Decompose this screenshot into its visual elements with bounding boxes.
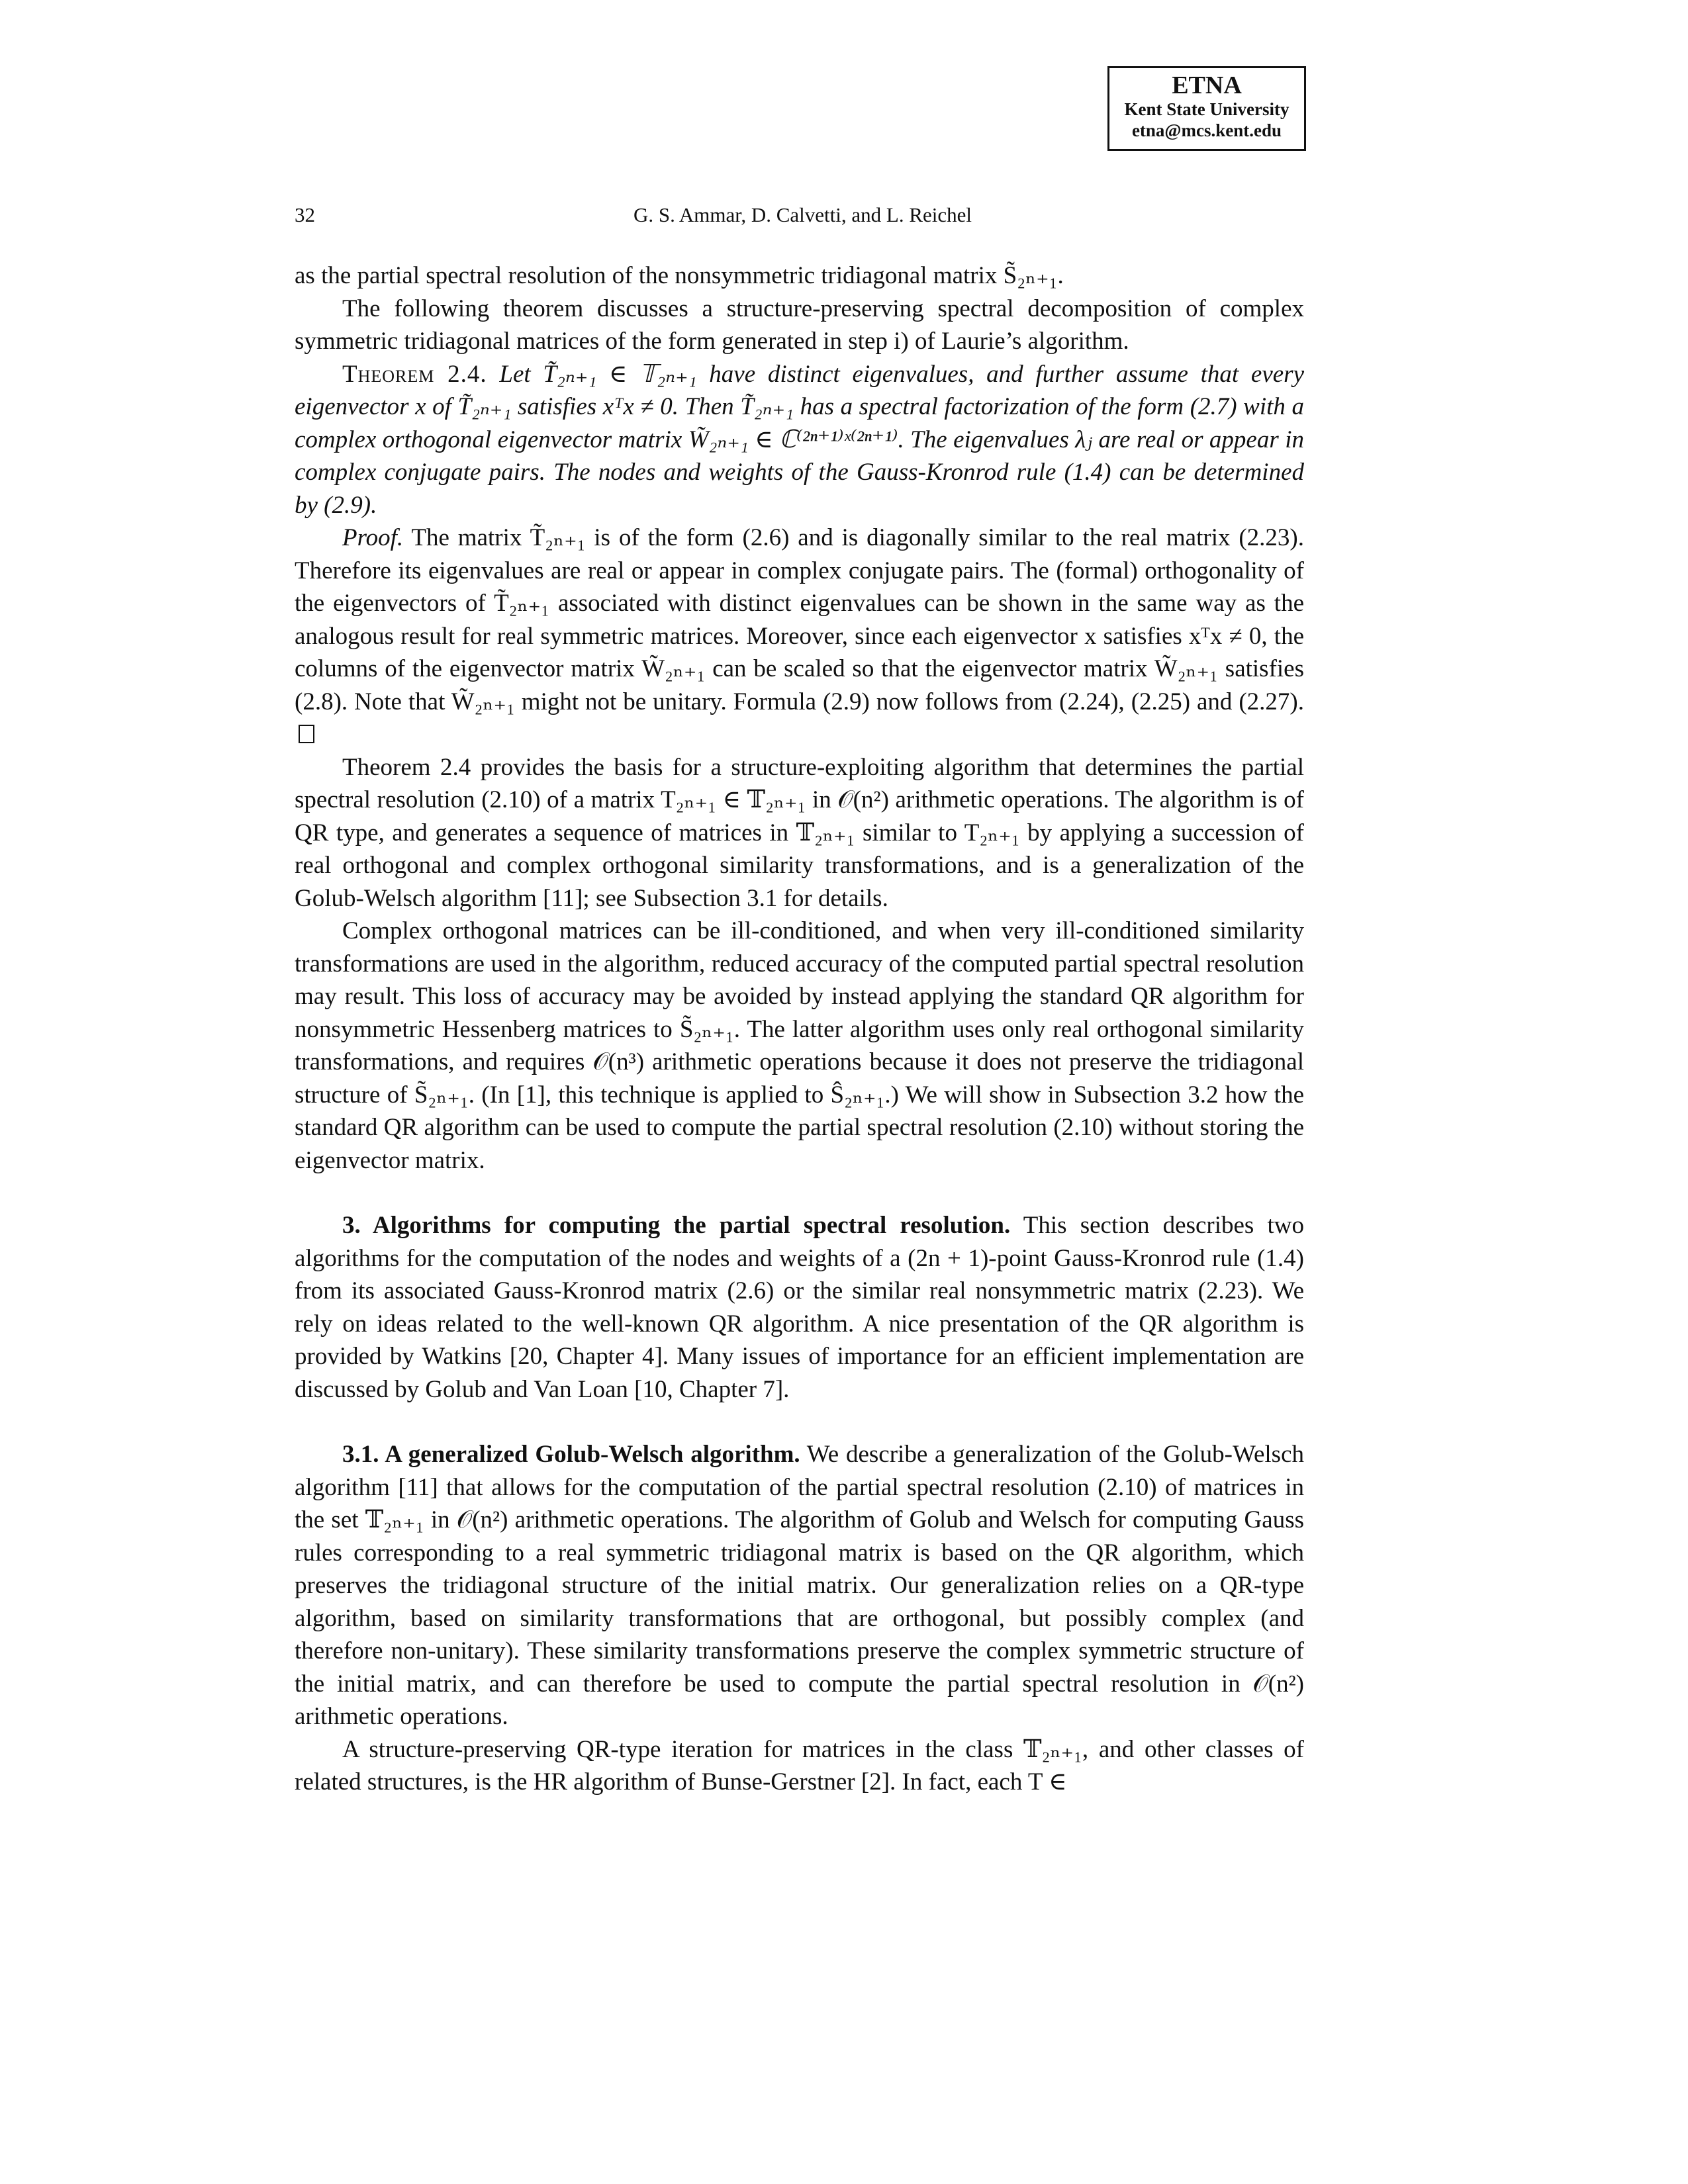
- subsection-3-1-heading: 3.1. A generalized Golub-Welsch algorithm.: [342, 1441, 800, 1468]
- running-authors: G. S. Ammar, D. Calvetti, and L. Reichel: [633, 203, 972, 226]
- paragraph-intro-theorem: The following theorem discusses a structure-preserving spectral decomposition of complex symmetric tridiagonal matrices of the form generated in step i) of Laurie’s algorithm.: [295, 295, 1304, 355]
- subsection-3-1-text: We describe a generalization of the Golub-Welsch algorithm [11] that allows for the computation of the partial spectral resolution (2.10) of matrices in the set 𝕋₂ₙ₊₁ in 𝒪(n²) arithmetic operations. The algorithm of Golub and Welsch for computing Gauss rules corresponding to a real symmetric tridiagonal matrix is based on the QR algorithm, which preserves the tridiagonal structure of the initial matrix. Our generalization relies on a QR-type algorithm, based on similarity transformations that are orthogonal, but possibly complex (and therefore non-unitary). These similarity transformations preserve the complex symmetric structure of the initial matrix, and can therefore be used to compute the partial spectral resolution in 𝒪(n²) arithmetic operations.: [295, 1441, 1304, 1730]
- subsection-3-1: [295, 1438, 1304, 1733]
- proof-text: The matrix T̃₂ₙ₊₁ is of the form (2.6) and is diagonally similar to the real matrix (2.23). Therefore its eigenvalues are real or appear in complex conjugate pairs. The (formal) orthogonality of the eigenvectors of T̃₂ₙ₊₁ associated with distinct eigenvalues can be shown in the same way as the analogous result for real symmetric matrices. Moreover, since each eigenvector x satisfies xᵀx ≠ 0, the columns of the eigenvector matrix W̃₂ₙ₊₁ can be scaled so that the eigenvector matrix W̃₂ₙ₊₁ satisfies (2.8). Note that W̃₂ₙ₊₁ might not be unitary. Formula (2.9) now follows from (2.24), (2.25) and (2.27).: [295, 524, 1304, 715]
- page-number: 32: [295, 203, 315, 226]
- theorem-2-4: [295, 358, 1304, 522]
- body-text: [295, 259, 1304, 1799]
- paragraph-theorem-basis: Theorem 2.4 provides the basis for a structure-exploiting algorithm that determines the partial spectral resolution (2.10) of a matrix T₂ₙ₊₁ ∈ 𝕋₂ₙ₊₁ in 𝒪(n²) arithmetic operations. The algorithm is of QR type, and generates a sequence of matrices in 𝕋₂ₙ₊₁ similar to T₂ₙ₊₁ by applying a succession of real orthogonal and complex orthogonal similarity transformations, and is a generalization of the Golub-Welsch algorithm [11]; see Subsection 3.1 for details.: [295, 753, 1304, 912]
- paragraph-hr-algorithm: A structure-preserving QR-type iteration for matrices in the class 𝕋₂ₙ₊₁, and other classes of related structures, is the HR algorithm of Bunse-Gerstner [2]. In fact, each T ∈: [295, 1735, 1304, 1796]
- paragraph-ill-conditioned: Complex orthogonal matrices can be ill-conditioned, and when very ill-conditioned similarity transformations are used in the algorithm, reduced accuracy of the computed partial spectral resolution may result. This loss of accuracy may be avoided by instead applying the standard QR algorithm for nonsymmetric Hessenberg matrices to S̃₂ₙ₊₁. The latter algorithm uses only real orthogonal similarity transformations, and requires 𝒪(n³) arithmetic operations because it does not preserve the tridiagonal structure of S̃₂ₙ₊₁. (In [1], this technique is applied to Ŝ₂ₙ₊₁.) We will show in Subsection 3.2 how the standard QR algorithm can be used to compute the partial spectral resolution (2.10) without storing the eigenvector matrix.: [295, 917, 1304, 1174]
- journal-university: Kent State University: [1124, 99, 1289, 119]
- theorem-statement: Let T̃₂ₙ₊₁ ∈ 𝕋₂ₙ₊₁ have distinct eigenvalues, and further assume that every eigenvector x of T̃₂ₙ₊₁ satisfies xᵀx ≠ 0. Then T̃₂ₙ₊₁ has a spectral factorization of the form (2.7) with a complex orthogonal eigenvector matrix W̃₂ₙ₊₁ ∈ ℂ⁽²ⁿ⁺¹⁾ˣ⁽²ⁿ⁺¹⁾. The eigenvalues λⱼ are real or appear in complex conjugate pairs. The nodes and weights of the Gauss-Kronrod rule (1.4) can be determined by (2.9).: [295, 360, 1305, 519]
- section-3-heading: 3. Algorithms for computing the partial spectral resolution.: [342, 1212, 1011, 1239]
- qed-square-icon: [299, 725, 314, 743]
- theorem-label: Theorem 2.4.: [342, 360, 487, 388]
- running-header: [295, 202, 1311, 228]
- journal-badge: [1107, 66, 1306, 151]
- proof-label: Proof.: [342, 524, 404, 551]
- proof: [295, 522, 1304, 751]
- paragraph-continuation: as the partial spectral resolution of the nonsymmetric tridiagonal matrix S̃₂ₙ₊₁.: [295, 262, 1064, 289]
- journal-title: ETNA: [1172, 71, 1242, 99]
- section-3-text: This section describes two algorithms for the computation of the nodes and weights of a (2n + 1)-point Gauss-Kronrod rule (1.4) from its associated Gauss-Kronrod matrix (2.6) or the similar real nonsymmetric matrix (2.23). We rely on ideas related to the well-known QR algorithm. A nice presentation of the QR algorithm is provided by Watkins [20, Chapter 4]. Many issues of importance for an efficient implementation are discussed by Golub and Van Loan [10, Chapter 7].: [295, 1212, 1304, 1403]
- section-3: [295, 1209, 1304, 1406]
- journal-email: etna@mcs.kent.edu: [1131, 120, 1282, 140]
